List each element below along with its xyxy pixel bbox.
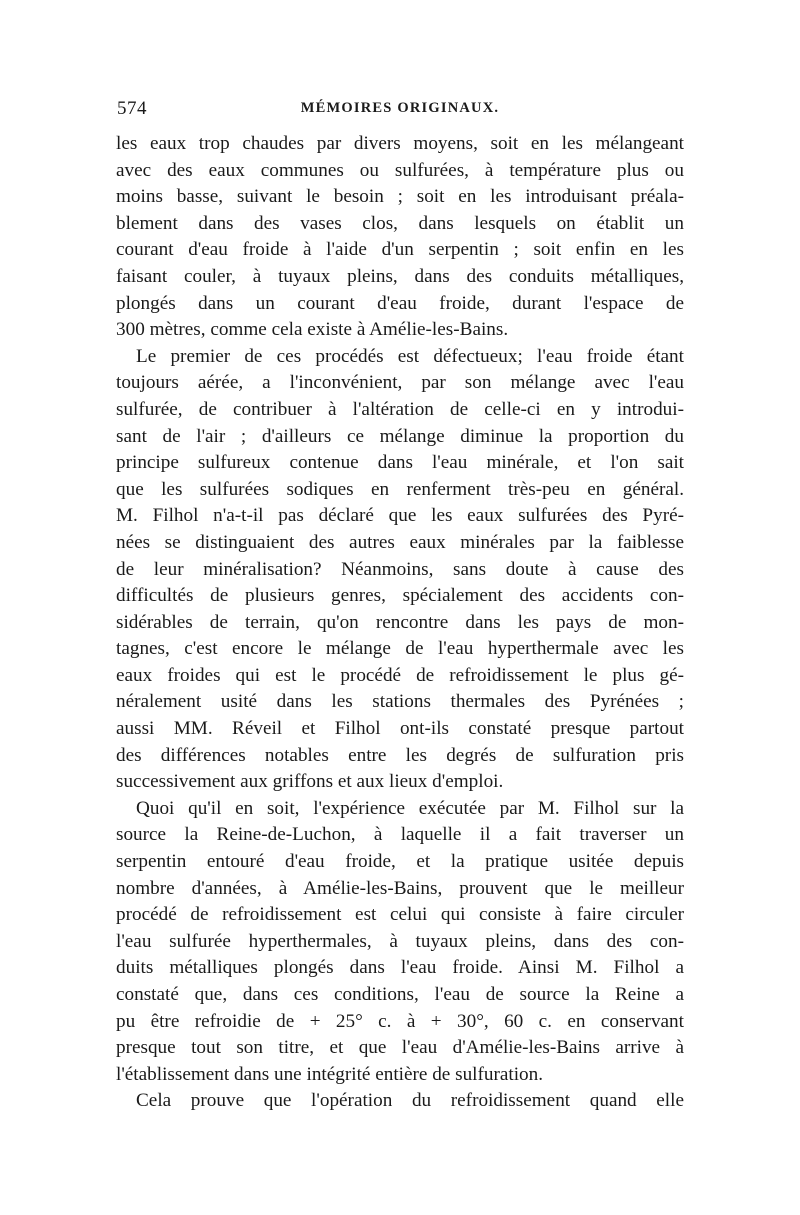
text-line: constaté que, dans ces conditions, l'eau de source la Reine a: [116, 984, 684, 1005]
text-line: sidérables de terrain, qu'on rencontre dans les pays de mon-: [116, 611, 684, 633]
paragraph: [116, 344, 684, 796]
text-line: eaux froides qui est le procédé de refroidissement le plus gé-: [116, 664, 684, 686]
text-line: nombre d'années, à Amélie-les-Bains, prouvent que le meilleur: [116, 877, 684, 899]
text-line: courant d'eau froide à l'aide d'un serpentin ; soit enfin en les: [116, 239, 684, 261]
text-line: successivement aux griffons et aux lieux d'emploi.: [116, 771, 504, 793]
text-line: les eaux trop chaudes par divers moyens, soit en les mélangeant: [116, 133, 684, 154]
text-line: presque tout son titre, et que l'eau d'Amélie-les-Bains arrive à: [116, 1037, 684, 1059]
text-line: moins basse, suivant le besoin ; soit en les introduisant préala-: [116, 186, 684, 208]
text-line: toujours aérée, a l'inconvénient, par son mélange avec l'eau: [116, 372, 684, 394]
text-line: nées se distinguaient des autres eaux minérales par la faiblesse: [116, 531, 684, 553]
paragraph: [116, 1088, 684, 1115]
text-line: avec des eaux communes ou sulfurées, à température plus ou: [116, 159, 684, 181]
text-line: Quoi qu'il en soit, l'expérience exécutée par M. Filhol sur la: [136, 797, 684, 819]
text-line: duits métalliques plongés dans l'eau froide. Ainsi M. Filhol a: [116, 957, 684, 979]
text-line: Le premier de ces procédés est défectueux; l'eau froide étant: [136, 345, 684, 367]
body-text: [116, 131, 684, 1115]
text-line: blement dans des vases clos, dans lesquels on établit un: [116, 212, 684, 234]
page-header: [115, 98, 685, 122]
text-line: procédé de refroidissement est celui qui consiste à faire circuler: [116, 904, 684, 926]
text-line: 300 mètres, comme cela existe à Amélie-les-Bains.: [116, 319, 509, 341]
text-line: difficultés de plusieurs genres, spécialement des accidents con-: [116, 585, 684, 607]
paragraph: [116, 796, 684, 1089]
text-line: sulfurée, de contribuer à l'altération de celle-ci en y introdui-: [116, 398, 684, 420]
text-line: des différences notables entre les degrés de sulfuration pris: [116, 744, 684, 766]
text-line: sant de l'air ; d'ailleurs ce mélange diminue la proportion du: [116, 425, 684, 447]
text-line: faisant couler, à tuyaux pleins, dans des conduits métalliques,: [116, 265, 684, 287]
paragraph: [116, 131, 684, 344]
text-line: l'eau sulfurée hyperthermales, à tuyaux pleins, dans des con-: [116, 930, 684, 952]
text-line: serpentin entouré d'eau froide, et la pratique usitée depuis: [116, 851, 684, 873]
text-line: de leur minéralisation? Néanmoins, sans doute à cause des: [116, 558, 684, 580]
text-line: aussi MM. Réveil et Filhol ont-ils constaté presque partout: [116, 718, 684, 740]
text-line: source la Reine-de-Luchon, à laquelle il a fait traverser un: [116, 824, 684, 846]
text-line: M. Filhol n'a-t-il pas déclaré que les eaux sulfurées des Pyré-: [116, 505, 684, 527]
text-line: néralement usité dans les stations thermales des Pyrénées ;: [116, 691, 684, 713]
running-head: MÉMOIRES ORIGINAUX.: [300, 100, 500, 116]
text-line: pu être refroidie de + 25° c. à + 30°, 60 c. en conservant: [116, 1010, 684, 1032]
page-number: 574: [117, 98, 147, 119]
text-line: tagnes, c'est encore le mélange de l'eau hyperthermale avec les: [116, 638, 684, 660]
text-line: que les sulfurées sodiques en renferment très-peu en général.: [116, 478, 684, 500]
text-line: plongés dans un courant d'eau froide, durant l'espace de: [116, 292, 684, 314]
text-line: Cela prouve que l'opération du refroidissement quand elle: [136, 1090, 684, 1112]
text-line: principe sulfureux contenue dans l'eau minérale, et l'on sait: [116, 452, 684, 474]
text-line: l'établissement dans une intégrité entière de sulfuration.: [116, 1063, 544, 1085]
